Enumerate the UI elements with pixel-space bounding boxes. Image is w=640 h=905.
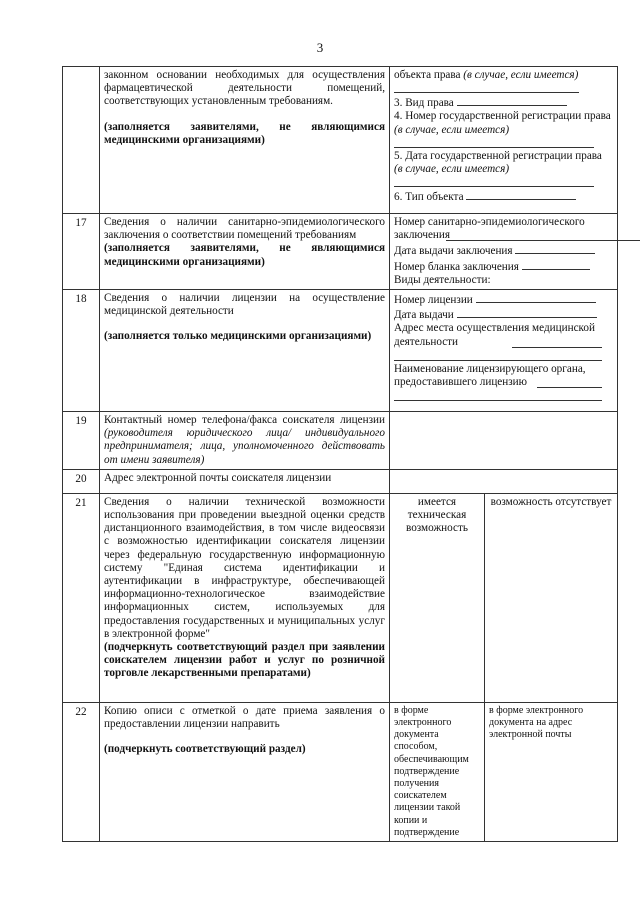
- fill-line[interactable]: [457, 95, 567, 106]
- fill-line[interactable]: [446, 230, 640, 241]
- option-electronic-email[interactable]: [485, 702, 618, 841]
- fill-note: (заполняется заявителями, не являющимися медицинскими организациями): [104, 120, 385, 146]
- option-label: имеется техническая возможность: [405, 495, 468, 535]
- fill-line[interactable]: [394, 137, 594, 148]
- page-number: 3: [316, 40, 324, 55]
- row-description: [100, 290, 390, 412]
- row-description: [100, 702, 390, 841]
- row-description: [100, 469, 390, 493]
- row-number: 18: [63, 290, 100, 412]
- option-label: возможность отсутствует: [490, 495, 612, 508]
- field-label: Дата выдачи заключения: [394, 245, 513, 258]
- row-number-cell: [63, 67, 100, 214]
- field-label: 5. Дата государственной регистрации права: [394, 149, 602, 162]
- field-label: Адрес места осуществления медицинской деятельности: [394, 322, 595, 348]
- table-row-19: [63, 412, 618, 470]
- fill-line[interactable]: [394, 390, 602, 401]
- field-label: объекта права: [394, 69, 461, 81]
- fill-line[interactable]: [457, 307, 597, 318]
- row-description: [100, 493, 390, 702]
- fill-line[interactable]: [394, 82, 579, 93]
- option-label: в форме электронного документа способом, обеспечивающим подтверждение получения соискателем лицензии такой копии и подтверждение: [394, 704, 469, 838]
- description-note: (руководителя юридического лица/ индивидуального предпринимателя; лица, уполномоченного действовать от имени заявителя): [104, 427, 385, 466]
- fill-line[interactable]: [522, 259, 590, 270]
- fill-note: (заполняется заявителями, не являющимися медицинскими организациями): [104, 242, 385, 268]
- description-text: Копию описи с отметкой о дате приема заявления о предоставлении лицензии направить: [104, 704, 385, 731]
- field-note: (в случае, если имеется): [463, 69, 579, 81]
- field-label: 4. Номер государственной регистрации права: [394, 110, 611, 123]
- row-fields: [390, 67, 618, 214]
- row-fields: [390, 214, 618, 290]
- field-label: Номер бланка заключения: [394, 260, 519, 273]
- description-text: Контактный номер телефона/факса соискателя лицензии: [104, 414, 385, 427]
- table-row-20: [63, 469, 618, 493]
- description-text: законном основании необходимых для осуществления фармацевтической деятельности помещений, соответствующих установленным требованиям.: [104, 69, 385, 108]
- form-table: [62, 66, 618, 842]
- fill-note: (подчеркнуть соответствующий раздел при заявлении соискателем лицензии работ и услуг по розничной торговле лекарственными препаратами): [104, 641, 385, 680]
- option-electronic-method[interactable]: [390, 702, 485, 841]
- fill-line[interactable]: [466, 189, 576, 200]
- field-note: (в случае, если имеется): [394, 163, 510, 176]
- fill-line[interactable]: [512, 337, 602, 348]
- description-text: Сведения о наличии санитарно-эпидемиологического заключения о соответствии помещений требованиям: [104, 216, 385, 242]
- fill-line[interactable]: [394, 176, 594, 187]
- field-label: Номер лицензии: [394, 294, 473, 307]
- row-number: 22: [63, 702, 100, 841]
- table-row-22: [63, 702, 618, 841]
- fill-line[interactable]: [476, 292, 596, 303]
- option-tech-absent[interactable]: [485, 493, 618, 702]
- fill-line[interactable]: [394, 350, 602, 361]
- description-text: Сведения о наличии лицензии на осуществление медицинской деятельности: [104, 292, 385, 318]
- fill-line[interactable]: [537, 377, 602, 388]
- field-label: 6. Тип объекта: [394, 191, 464, 204]
- field-label: Виды деятельности:: [394, 273, 491, 286]
- field-label: Дата выдачи: [394, 309, 454, 322]
- fill-line[interactable]: [515, 243, 595, 254]
- row-description: [100, 412, 390, 470]
- field-label: 3. Вид права: [394, 97, 454, 110]
- row-description: [100, 67, 390, 214]
- row-value-empty[interactable]: [390, 412, 618, 470]
- row-number: 19: [63, 412, 100, 470]
- row-number: 21: [63, 493, 100, 702]
- option-tech-available[interactable]: [390, 493, 485, 702]
- row-fields: [390, 290, 618, 412]
- description-text: Сведения о наличии технической возможности использования при проведении выездной оценки средств дистанционного взаимодействия, в том числе видеосвязи с возможностью идентификации соискателя лицензии через федеральную государственную информационную систему "Единая система идентификации и аутентификации в инфраструктуре, обеспечивающей информационно-технологическое взаимодействие информационных систем, используемых для предоставления государственных и муниципальных услуг в электронной форме": [104, 495, 385, 640]
- row-number: 20: [63, 469, 100, 493]
- table-row-17: [63, 214, 618, 290]
- field-label: Номер санитарно-эпидемиологического заключения: [394, 216, 585, 242]
- row-description: [100, 214, 390, 290]
- table-row-21: [63, 493, 618, 702]
- fill-note: (подчеркнуть соответствующий раздел): [104, 743, 306, 756]
- table-row-18: [63, 290, 618, 412]
- description-text: Адрес электронной почты соискателя лицензии: [104, 471, 332, 484]
- field-note: (в случае, если имеется): [394, 123, 510, 136]
- row-value-empty[interactable]: [390, 469, 618, 493]
- row-number: 17: [63, 214, 100, 290]
- option-label: в форме электронного документа на адрес электронной почты: [489, 704, 584, 741]
- fill-note: (заполняется только медицинскими организациями): [104, 330, 372, 343]
- table-row-continued: [63, 67, 618, 214]
- field-label: Наименование лицензирующего органа, предоставившего лицензию: [394, 362, 586, 389]
